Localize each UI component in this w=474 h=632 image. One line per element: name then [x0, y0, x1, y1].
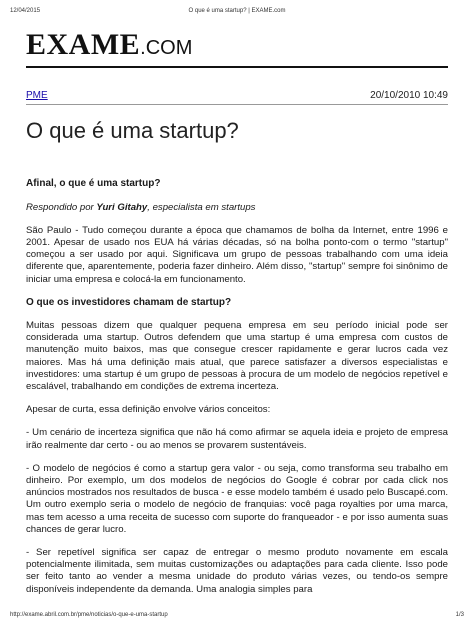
print-header: [10, 8, 464, 16]
print-footer: [10, 612, 464, 620]
section-link[interactable]: PME: [26, 90, 48, 101]
article-body: [26, 178, 448, 607]
print-page-number: 1/3: [455, 612, 464, 618]
byline-suffix: , especialista em startups: [147, 201, 256, 213]
section-heading-investors: O que os investidores chamam de startup?: [26, 296, 232, 308]
meta-divider: [26, 104, 448, 105]
byline-author: Yuri Gitahy: [96, 201, 148, 213]
logo-brand: EXAME: [26, 28, 141, 61]
logo-divider: [26, 66, 448, 68]
print-date: 12/04/2015: [10, 8, 41, 14]
print-url: http://exame.abril.com.br/pme/noticias/o-que-e-uma-startup: [10, 612, 168, 618]
byline-prefix: Respondido por: [26, 201, 97, 213]
page-title: O que é uma startup?: [26, 118, 239, 143]
paragraph-6: - Ser repetível significa ser capaz de entregar o mesmo produto novamente em escala potencialmente ilimitada, sem muitas customizações ou adaptações para cada cliente. Isso pode ser feito tanto ao vender a mesma unidade do produto várias vezes, ou tendo-os sempre disponíveis independente da demanda. Uma analogia simples para: [26, 546, 448, 595]
publish-date: 20/10/2010 10:49: [370, 90, 448, 101]
paragraph-4: - Um cenário de incerteza significa que não há como afirmar se aquela ideia e projeto de empresa irão realmente dar certo - ou ao menos se provarem sustentáveis.: [26, 427, 448, 451]
paragraph-5: - O modelo de negócios é como a startup gera valor - ou seja, como transforma seu trabalho em dinheiro. Por exemplo, um dos modelos de negócios do Google é cobrar por cada click nos anúncios mostrados nos resultados de busca - e esse modelo também é usado pelo Buscapé.com. Um outro exemplo seria o modelo de negócio de franquias: você paga royalties por uma marca, mas tem acesso a uma receita de sucesso com suporte do franqueador - e por isso aumenta suas chances de gerar lucro.: [26, 462, 448, 535]
logo-suffix: .COM: [140, 37, 193, 59]
paragraph-2: Muitas pessoas dizem que qualquer pequena empresa em seu período inicial pode ser considerada uma startup. Outros defendem que uma startup é uma empresa com custos de manutenção muito baixos, mas que consegue crescer rapidamente e gerar lucros cada vez maiores. Mas há uma definição mais atual, que parece satisfazer a diversos especialistas e investidores: uma startup é um grupo de pessoas à procura de um modelo de negócios repetível e escalável, trabalhando em condições de extrema incerteza.: [26, 319, 448, 392]
print-title: O que é uma startup? | EXAME.com: [188, 8, 286, 14]
article-byline: [26, 202, 448, 214]
paragraph-1: São Paulo - Tudo começou durante a época que chamamos de bolha da Internet, entre 1996 e 2001. Apesar de usado nos EUA há várias décadas, só na bolha ponto-com o termo "startup" começou a ser usado por aqui. Significava um grupo de pessoas trabalhando com uma ideia diferente que, aparentemente, poderia fazer dinheiro. Além disso, "startup" sempre foi sinônimo de iniciar uma empresa e colocá-la em funcionamento.: [26, 224, 448, 285]
article-meta: [26, 90, 448, 104]
exame-logo[interactable]: [26, 30, 192, 63]
article-subhead: Afinal, o que é uma startup?: [26, 178, 161, 189]
paragraph-3: Apesar de curta, essa definição envolve vários conceitos:: [26, 404, 271, 416]
